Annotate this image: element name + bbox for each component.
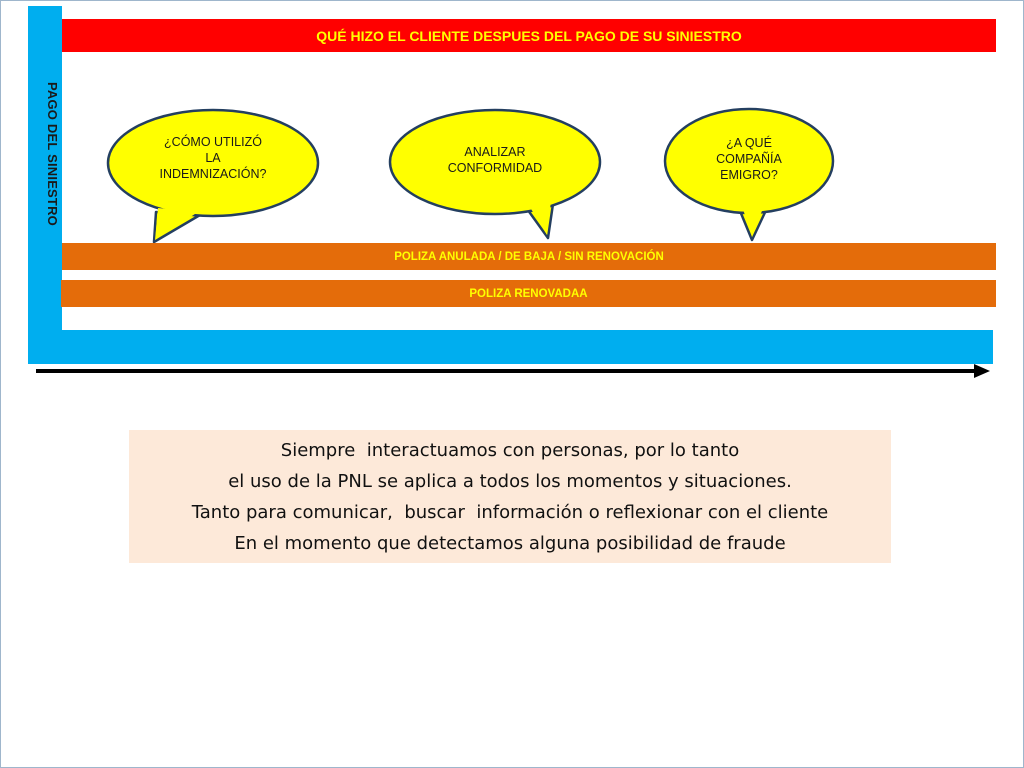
speech-bubbles [0,0,1024,250]
note-line-4: En el momento que detectamos alguna posibilidad de fraude [234,532,786,554]
note-line-3: Tanto para comunicar, buscar información o reflexionar con el cliente [191,501,829,523]
bubble-1-line-1: ¿CÓMO UTILIZÓ [164,135,262,149]
bubble-1-text [133,134,293,182]
note-line-1: Siempre interactuamos con personas, por lo tanto [280,439,740,461]
horizontal-axis-bar [28,330,993,364]
bubble-3-line-2: COMPAÑÍA [716,152,782,166]
bubble-3-line-3: EMIGRO? [720,168,778,182]
band-poliza-renovada: POLIZA RENOVADAA [61,280,996,307]
bubble-3-text [679,135,819,183]
bubble-2-text [415,144,575,176]
diagram-title: QUÉ HIZO EL CLIENTE DESPUES DEL PAGO DE SU SINIESTRO [62,19,996,52]
bubble-2-line-2: CONFORMIDAD [447,161,543,175]
timeline-arrow-icon [30,360,994,382]
bubble-1-line-3: INDEMNIZACIÓN? [159,167,267,181]
note-line-2: el uso de la PNL se aplica a todos los momentos y situaciones. [228,470,792,492]
vertical-axis-label: PAGO DEL SINIESTRO [45,82,60,226]
bubble-1-line-2: LA [205,151,221,165]
bubble-2-line-1: ANALIZAR [464,145,526,159]
band-poliza-anulada: POLIZA ANULADA / DE BAJA / SIN RENOVACIÓN [62,243,996,270]
bubble-3-line-1: ¿A QUÉ [726,136,772,150]
note-box [129,430,891,563]
